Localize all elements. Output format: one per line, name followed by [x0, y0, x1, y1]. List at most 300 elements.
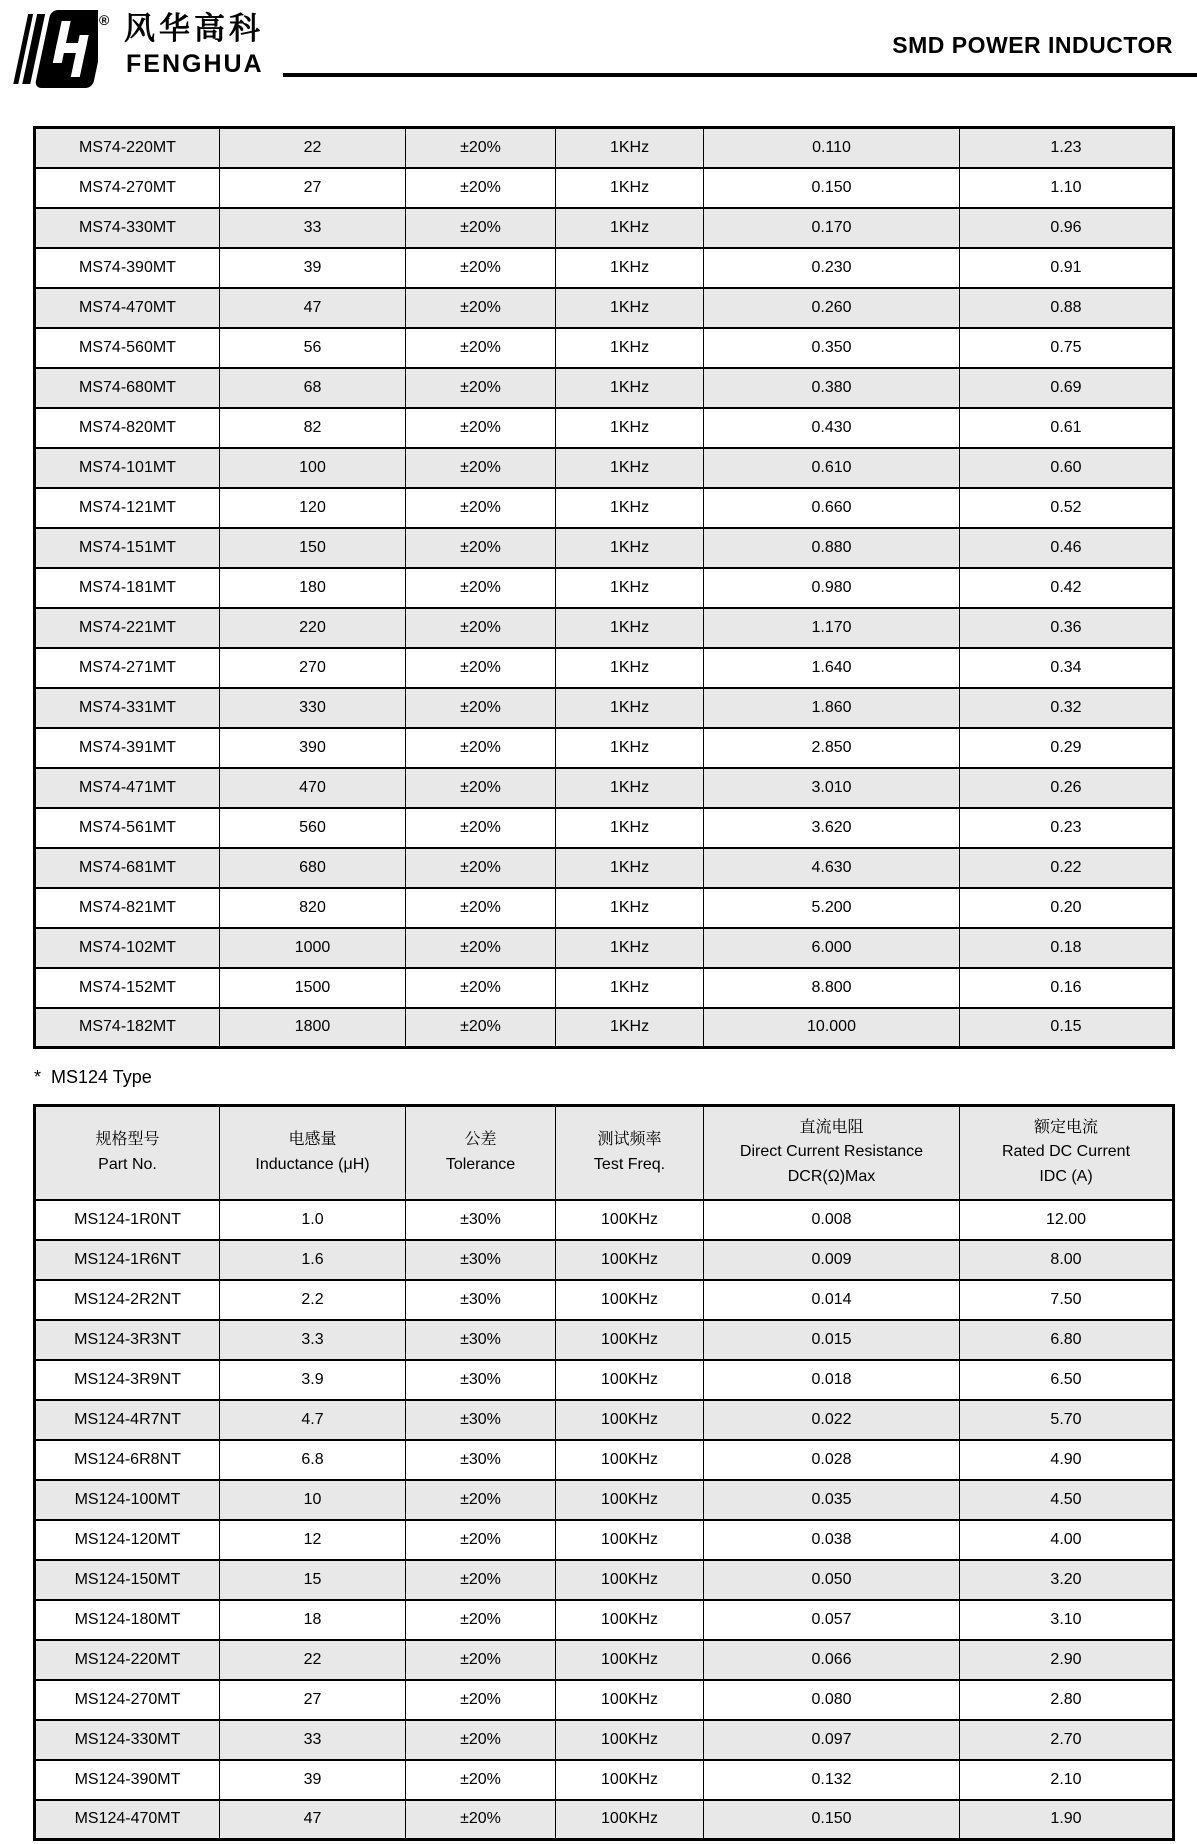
test-freq-cell: 100KHz	[556, 1720, 704, 1760]
dcr-cell: 0.057	[704, 1600, 960, 1640]
test-freq-cell: 100KHz	[556, 1320, 704, 1360]
dcr-cell: 0.350	[704, 328, 960, 368]
inductance-cell: 330	[220, 688, 406, 728]
test-freq-cell: 1KHz	[556, 808, 704, 848]
idc-cell: 0.22	[960, 848, 1174, 888]
tolerance-cell: ±20%	[406, 928, 556, 968]
part-no-cell: MS124-3R9NT	[35, 1360, 220, 1400]
table-row	[35, 488, 1174, 528]
tolerance-cell: ±20%	[406, 888, 556, 928]
test-freq-cell: 1KHz	[556, 328, 704, 368]
test-freq-cell: 1KHz	[556, 288, 704, 328]
tolerance-cell: ±30%	[406, 1280, 556, 1320]
tolerance-cell: ±20%	[406, 368, 556, 408]
table-row	[35, 1560, 1174, 1600]
part-no-cell: MS124-220MT	[35, 1640, 220, 1680]
part-no-cell: MS74-102MT	[35, 928, 220, 968]
idc-cell: 1.90	[960, 1800, 1174, 1840]
test-freq-cell: 100KHz	[556, 1480, 704, 1520]
col-header-en: Direct Current Resistance	[739, 1143, 924, 1161]
dcr-cell: 0.015	[704, 1320, 960, 1360]
idc-cell: 2.10	[960, 1760, 1174, 1800]
idc-cell: 0.26	[960, 768, 1174, 808]
test-freq-cell: 1KHz	[556, 408, 704, 448]
dcr-cell: 8.800	[704, 968, 960, 1008]
test-freq-cell: 100KHz	[556, 1520, 704, 1560]
table-row	[35, 1008, 1174, 1048]
dcr-cell: 3.620	[704, 808, 960, 848]
part-no-cell: MS74-152MT	[35, 968, 220, 1008]
ms74-spec-table	[33, 126, 1175, 1049]
idc-cell: 12.00	[960, 1200, 1174, 1240]
part-no-cell: MS124-3R3NT	[35, 1320, 220, 1360]
inductance-cell: 33	[220, 1720, 406, 1760]
part-no-cell: MS124-120MT	[35, 1520, 220, 1560]
inductance-cell: 150	[220, 528, 406, 568]
dcr-cell: 4.630	[704, 848, 960, 888]
table-row	[35, 768, 1174, 808]
tolerance-cell: ±20%	[406, 1800, 556, 1840]
idc-cell: 0.75	[960, 328, 1174, 368]
tolerance-cell: ±30%	[406, 1400, 556, 1440]
dcr-cell: 0.035	[704, 1480, 960, 1520]
inductance-cell: 27	[220, 168, 406, 208]
col-header-cn: 直流电阻	[799, 1118, 864, 1136]
tolerance-cell: ±20%	[406, 488, 556, 528]
test-freq-cell: 1KHz	[556, 488, 704, 528]
part-no-cell: MS74-271MT	[35, 648, 220, 688]
idc-cell: 2.70	[960, 1720, 1174, 1760]
idc-cell: 0.16	[960, 968, 1174, 1008]
tolerance-cell: ±20%	[406, 1600, 556, 1640]
table-row	[35, 168, 1174, 208]
col-header-en: Part No.	[98, 1155, 157, 1173]
dcr-cell: 3.010	[704, 768, 960, 808]
col-header-part-no	[35, 1106, 220, 1200]
tolerance-cell: ±30%	[406, 1240, 556, 1280]
tolerance-cell: ±30%	[406, 1320, 556, 1360]
inductance-cell: 680	[220, 848, 406, 888]
table-row	[35, 608, 1174, 648]
idc-cell: 3.10	[960, 1600, 1174, 1640]
inductance-cell: 2.2	[220, 1280, 406, 1320]
ms124-spec-table	[33, 1104, 1175, 1841]
table-row	[35, 1520, 1174, 1560]
idc-cell: 0.18	[960, 928, 1174, 968]
dcr-cell: 0.150	[704, 1800, 960, 1840]
part-no-cell: MS74-181MT	[35, 568, 220, 608]
table-row	[35, 1240, 1174, 1280]
idc-cell: 0.46	[960, 528, 1174, 568]
dcr-cell: 0.014	[704, 1280, 960, 1320]
dcr-cell: 0.230	[704, 248, 960, 288]
part-no-cell: MS74-151MT	[35, 528, 220, 568]
inductance-cell: 1000	[220, 928, 406, 968]
idc-cell: 7.50	[960, 1280, 1174, 1320]
inductance-cell: 6.8	[220, 1440, 406, 1480]
table-row	[35, 1320, 1174, 1360]
registered-trademark-symbol: ®	[99, 12, 110, 28]
tolerance-cell: ±20%	[406, 688, 556, 728]
col-header-en: Inductance (μH)	[255, 1155, 370, 1173]
dcr-cell: 1.640	[704, 648, 960, 688]
part-no-cell: MS124-100MT	[35, 1480, 220, 1520]
table-row	[35, 648, 1174, 688]
tolerance-cell: ±20%	[406, 208, 556, 248]
inductance-cell: 3.3	[220, 1320, 406, 1360]
idc-cell: 0.69	[960, 368, 1174, 408]
tolerance-cell: ±20%	[406, 168, 556, 208]
inductance-cell: 68	[220, 368, 406, 408]
tolerance-cell: ±20%	[406, 568, 556, 608]
inductance-cell: 15	[220, 1560, 406, 1600]
page-title: SMD POWER INDUCTOR	[892, 32, 1173, 58]
test-freq-cell: 1KHz	[556, 208, 704, 248]
dcr-cell: 0.170	[704, 208, 960, 248]
dcr-cell: 2.850	[704, 728, 960, 768]
col-header-cn: 电感量	[288, 1130, 337, 1148]
inductance-cell: 470	[220, 768, 406, 808]
idc-cell: 4.00	[960, 1520, 1174, 1560]
table-row	[35, 288, 1174, 328]
test-freq-cell: 1KHz	[556, 728, 704, 768]
inductance-cell: 33	[220, 208, 406, 248]
tolerance-cell: ±20%	[406, 1760, 556, 1800]
tolerance-cell: ±20%	[406, 1008, 556, 1048]
tolerance-cell: ±30%	[406, 1440, 556, 1480]
idc-cell: 0.96	[960, 208, 1174, 248]
tolerance-cell: ±20%	[406, 808, 556, 848]
dcr-cell: 0.110	[704, 128, 960, 168]
col-header-cn: 测试频率	[597, 1130, 662, 1148]
idc-cell: 0.32	[960, 688, 1174, 728]
part-no-cell: MS124-1R6NT	[35, 1240, 220, 1280]
part-no-cell: MS74-270MT	[35, 168, 220, 208]
part-no-cell: MS74-681MT	[35, 848, 220, 888]
test-freq-cell: 1KHz	[556, 528, 704, 568]
table-row	[35, 1720, 1174, 1760]
idc-cell: 8.00	[960, 1240, 1174, 1280]
inductance-cell: 1.6	[220, 1240, 406, 1280]
dcr-cell: 0.150	[704, 168, 960, 208]
idc-cell: 6.80	[960, 1320, 1174, 1360]
col-header-cn: 公差	[464, 1130, 497, 1148]
dcr-cell: 0.132	[704, 1760, 960, 1800]
test-freq-cell: 1KHz	[556, 968, 704, 1008]
test-freq-cell: 100KHz	[556, 1280, 704, 1320]
col-header-unit: DCR(Ω)Max	[787, 1168, 876, 1186]
table-row	[35, 928, 1174, 968]
tolerance-cell: ±20%	[406, 1640, 556, 1680]
dcr-cell: 0.028	[704, 1440, 960, 1480]
tolerance-cell: ±20%	[406, 1680, 556, 1720]
part-no-cell: MS74-561MT	[35, 808, 220, 848]
tolerance-cell: ±20%	[406, 608, 556, 648]
part-no-cell: MS74-470MT	[35, 288, 220, 328]
tolerance-cell: ±20%	[406, 968, 556, 1008]
dcr-cell: 0.050	[704, 1560, 960, 1600]
tolerance-cell: ±30%	[406, 1200, 556, 1240]
table-row	[35, 1440, 1174, 1480]
tolerance-cell: ±20%	[406, 848, 556, 888]
table-row	[35, 1480, 1174, 1520]
inductance-cell: 18	[220, 1600, 406, 1640]
idc-cell: 0.88	[960, 288, 1174, 328]
dcr-cell: 0.080	[704, 1680, 960, 1720]
table-row	[35, 888, 1174, 928]
table-row	[35, 1600, 1174, 1640]
test-freq-cell: 1KHz	[556, 568, 704, 608]
table-row	[35, 368, 1174, 408]
idc-cell: 0.42	[960, 568, 1174, 608]
idc-cell: 0.23	[960, 808, 1174, 848]
tolerance-cell: ±20%	[406, 648, 556, 688]
dcr-cell: 1.170	[704, 608, 960, 648]
part-no-cell: MS74-680MT	[35, 368, 220, 408]
table-row	[35, 1400, 1174, 1440]
dcr-cell: 0.380	[704, 368, 960, 408]
table-row	[35, 568, 1174, 608]
dcr-cell: 0.009	[704, 1240, 960, 1280]
idc-cell: 4.50	[960, 1480, 1174, 1520]
tolerance-cell: ±20%	[406, 448, 556, 488]
table-row	[35, 128, 1174, 168]
idc-cell: 2.80	[960, 1680, 1174, 1720]
inductance-cell: 22	[220, 128, 406, 168]
dcr-cell: 1.860	[704, 688, 960, 728]
part-no-cell: MS124-4R7NT	[35, 1400, 220, 1440]
table-row	[35, 1800, 1174, 1840]
inductance-cell: 220	[220, 608, 406, 648]
col-header-idc	[960, 1106, 1174, 1200]
idc-cell: 4.90	[960, 1440, 1174, 1480]
table-row	[35, 1680, 1174, 1720]
section-label-ms124-type	[34, 1067, 152, 1088]
part-no-cell: MS74-220MT	[35, 128, 220, 168]
inductance-cell: 56	[220, 328, 406, 368]
test-freq-cell: 100KHz	[556, 1760, 704, 1800]
part-no-cell: MS74-390MT	[35, 248, 220, 288]
idc-cell: 6.50	[960, 1360, 1174, 1400]
tolerance-cell: ±20%	[406, 408, 556, 448]
col-header-en: Tolerance	[445, 1155, 516, 1173]
part-no-cell: MS124-390MT	[35, 1760, 220, 1800]
test-freq-cell: 100KHz	[556, 1440, 704, 1480]
dcr-cell: 0.066	[704, 1640, 960, 1680]
part-no-cell: MS74-221MT	[35, 608, 220, 648]
inductance-cell: 560	[220, 808, 406, 848]
tolerance-cell: ±20%	[406, 728, 556, 768]
test-freq-cell: 1KHz	[556, 608, 704, 648]
test-freq-cell: 1KHz	[556, 768, 704, 808]
col-header-en: Test Freq.	[593, 1155, 666, 1173]
test-freq-cell: 100KHz	[556, 1560, 704, 1600]
table-row	[35, 688, 1174, 728]
inductance-cell: 100	[220, 448, 406, 488]
col-header-unit: IDC (A)	[1039, 1168, 1093, 1186]
table-row	[35, 248, 1174, 288]
table-row	[35, 1640, 1174, 1680]
inductance-cell: 390	[220, 728, 406, 768]
section-label-text: MS124 Type	[51, 1067, 152, 1087]
tolerance-cell: ±20%	[406, 128, 556, 168]
tolerance-cell: ±30%	[406, 1360, 556, 1400]
test-freq-cell: 1KHz	[556, 1008, 704, 1048]
tolerance-cell: ±20%	[406, 768, 556, 808]
test-freq-cell: 100KHz	[556, 1600, 704, 1640]
tolerance-cell: ±20%	[406, 1720, 556, 1760]
inductance-cell: 270	[220, 648, 406, 688]
brand-name-english: FENGHUA	[126, 50, 264, 78]
tolerance-cell: ±20%	[406, 528, 556, 568]
col-header-test-freq	[556, 1106, 704, 1200]
part-no-cell: MS74-182MT	[35, 1008, 220, 1048]
dcr-cell: 0.038	[704, 1520, 960, 1560]
test-freq-cell: 100KHz	[556, 1400, 704, 1440]
dcr-cell: 0.880	[704, 528, 960, 568]
part-no-cell: MS74-391MT	[35, 728, 220, 768]
idc-cell: 5.70	[960, 1400, 1174, 1440]
test-freq-cell: 100KHz	[556, 1360, 704, 1400]
inductance-cell: 12	[220, 1520, 406, 1560]
part-no-cell: MS74-330MT	[35, 208, 220, 248]
dcr-cell: 0.008	[704, 1200, 960, 1240]
dcr-cell: 0.097	[704, 1720, 960, 1760]
dcr-cell: 0.260	[704, 288, 960, 328]
part-no-cell: MS124-470MT	[35, 1800, 220, 1840]
table-row	[35, 968, 1174, 1008]
dcr-cell: 0.660	[704, 488, 960, 528]
table-row	[35, 1360, 1174, 1400]
table-row	[35, 328, 1174, 368]
idc-cell: 0.34	[960, 648, 1174, 688]
header-divider	[283, 73, 1197, 77]
inductance-cell: 3.9	[220, 1360, 406, 1400]
table-row	[35, 528, 1174, 568]
part-no-cell: MS124-150MT	[35, 1560, 220, 1600]
part-no-cell: MS124-270MT	[35, 1680, 220, 1720]
idc-cell: 0.20	[960, 888, 1174, 928]
inductance-cell: 82	[220, 408, 406, 448]
tolerance-cell: ±20%	[406, 248, 556, 288]
idc-cell: 2.90	[960, 1640, 1174, 1680]
test-freq-cell: 1KHz	[556, 848, 704, 888]
test-freq-cell: 1KHz	[556, 448, 704, 488]
inductance-cell: 27	[220, 1680, 406, 1720]
idc-cell: 0.60	[960, 448, 1174, 488]
inductance-cell: 10	[220, 1480, 406, 1520]
test-freq-cell: 1KHz	[556, 248, 704, 288]
table-row	[35, 728, 1174, 768]
inductance-cell: 22	[220, 1640, 406, 1680]
table-row	[35, 1280, 1174, 1320]
test-freq-cell: 100KHz	[556, 1800, 704, 1840]
test-freq-cell: 100KHz	[556, 1200, 704, 1240]
test-freq-cell: 1KHz	[556, 888, 704, 928]
part-no-cell: MS74-101MT	[35, 448, 220, 488]
part-no-cell: MS124-1R0NT	[35, 1200, 220, 1240]
test-freq-cell: 1KHz	[556, 928, 704, 968]
tolerance-cell: ±20%	[406, 1480, 556, 1520]
inductance-cell: 120	[220, 488, 406, 528]
table-row	[35, 408, 1174, 448]
idc-cell: 3.20	[960, 1560, 1174, 1600]
table-row	[35, 808, 1174, 848]
test-freq-cell: 100KHz	[556, 1680, 704, 1720]
inductance-cell: 39	[220, 248, 406, 288]
dcr-cell: 6.000	[704, 928, 960, 968]
tolerance-cell: ±20%	[406, 1560, 556, 1600]
tolerance-cell: ±20%	[406, 328, 556, 368]
idc-cell: 1.10	[960, 168, 1174, 208]
dcr-cell: 0.018	[704, 1360, 960, 1400]
test-freq-cell: 100KHz	[556, 1240, 704, 1280]
dcr-cell: 10.000	[704, 1008, 960, 1048]
col-header-inductance	[220, 1106, 406, 1200]
part-no-cell: MS74-820MT	[35, 408, 220, 448]
part-no-cell: MS74-560MT	[35, 328, 220, 368]
inductance-cell: 4.7	[220, 1400, 406, 1440]
table-row	[35, 208, 1174, 248]
inductance-cell: 1500	[220, 968, 406, 1008]
dcr-cell: 0.610	[704, 448, 960, 488]
idc-cell: 0.61	[960, 408, 1174, 448]
idc-cell: 0.15	[960, 1008, 1174, 1048]
dcr-cell: 5.200	[704, 888, 960, 928]
part-no-cell: MS74-471MT	[35, 768, 220, 808]
col-header-dcr	[704, 1106, 960, 1200]
idc-cell: 1.23	[960, 128, 1174, 168]
part-no-cell: MS124-2R2NT	[35, 1280, 220, 1320]
dcr-cell: 0.430	[704, 408, 960, 448]
test-freq-cell: 1KHz	[556, 368, 704, 408]
idc-cell: 0.52	[960, 488, 1174, 528]
inductance-cell: 39	[220, 1760, 406, 1800]
inductance-cell: 820	[220, 888, 406, 928]
col-header-cn: 规格型号	[95, 1130, 160, 1148]
idc-cell: 0.29	[960, 728, 1174, 768]
test-freq-cell: 1KHz	[556, 688, 704, 728]
test-freq-cell: 1KHz	[556, 168, 704, 208]
inductance-cell: 47	[220, 288, 406, 328]
idc-cell: 0.36	[960, 608, 1174, 648]
part-no-cell: MS124-330MT	[35, 1720, 220, 1760]
brand-name-chinese: 风华高科	[124, 11, 264, 46]
table-row	[35, 848, 1174, 888]
part-no-cell: MS74-121MT	[35, 488, 220, 528]
col-header-cn: 额定电流	[1033, 1118, 1098, 1136]
table-header-row	[35, 1106, 1174, 1200]
tolerance-cell: ±20%	[406, 1520, 556, 1560]
dcr-cell: 0.022	[704, 1400, 960, 1440]
inductance-cell: 1.0	[220, 1200, 406, 1240]
idc-cell: 0.91	[960, 248, 1174, 288]
inductance-cell: 47	[220, 1800, 406, 1840]
part-no-cell: MS74-331MT	[35, 688, 220, 728]
table-row	[35, 1760, 1174, 1800]
table-row	[35, 1200, 1174, 1240]
tolerance-cell: ±20%	[406, 288, 556, 328]
inductance-cell: 1800	[220, 1008, 406, 1048]
fenghua-logo-icon	[12, 10, 98, 93]
test-freq-cell: 1KHz	[556, 128, 704, 168]
part-no-cell: MS124-180MT	[35, 1600, 220, 1640]
part-no-cell: MS124-6R8NT	[35, 1440, 220, 1480]
table-row	[35, 448, 1174, 488]
col-header-en: Rated DC Current	[1001, 1143, 1131, 1161]
dcr-cell: 0.980	[704, 568, 960, 608]
inductance-cell: 180	[220, 568, 406, 608]
